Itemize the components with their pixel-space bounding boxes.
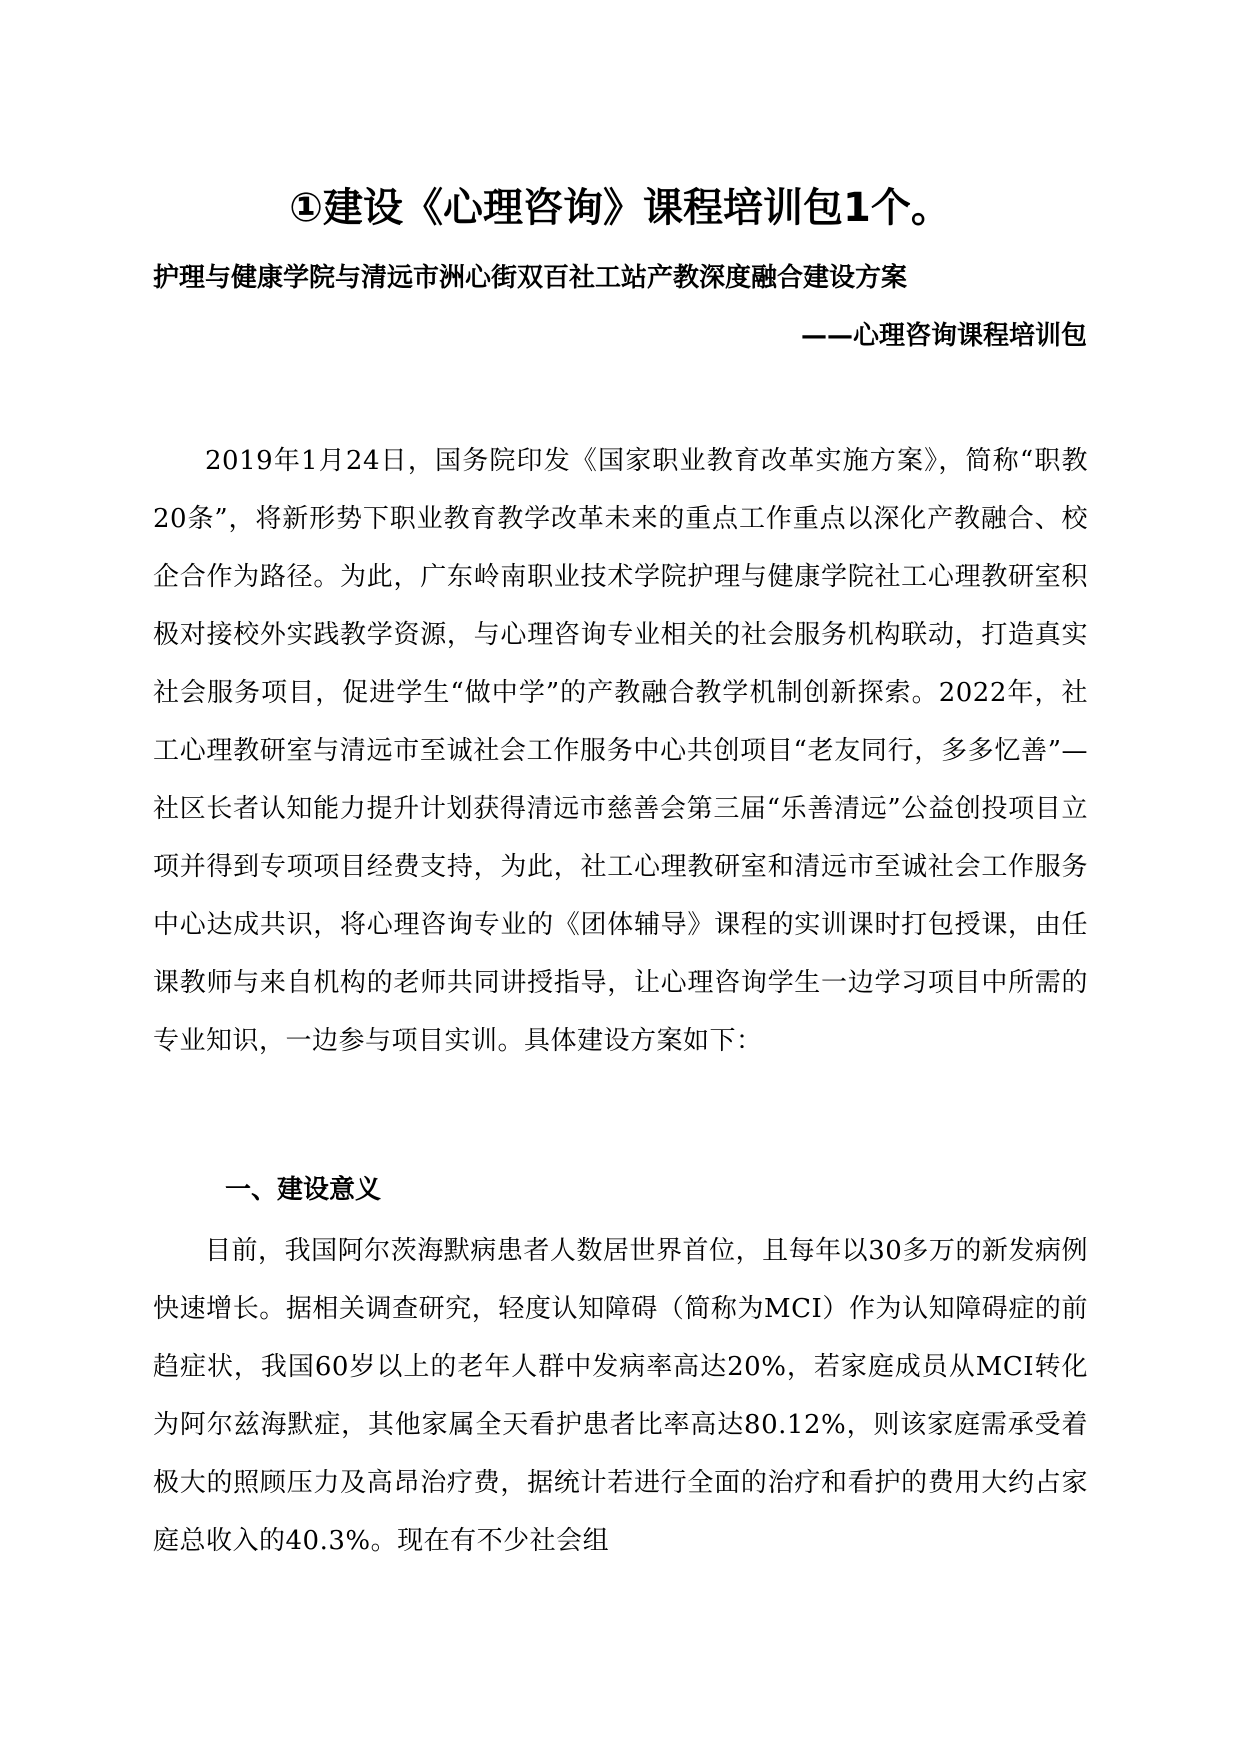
section-paragraph: 目前，我国阿尔茨海默病患者人数居世界首位，且每年以30多万的新发病例快速增长。据相关调查研究，轻度认知障碍（简称为MCI）作为认知障碍症的前趋症状，我国60岁以上的老年人群中发病率高达20%，若家庭成员从MCI转化为阿尔兹海默症，其他家属全天看护患者比率高达80.12%，则该家庭需承受着极大的照顾压力及高昂治疗费，据统计若进行全面的治疗和看护的费用大约占家庭总收入的40.3%。现在有不少社会组: [153, 1236, 1088, 1556]
document-subtitle: 护理与健康学院与清远市洲心街双百社工站产教深度融合建设方案: [153, 263, 908, 293]
section-heading: 一、建设意义: [225, 1175, 382, 1205]
document-subtitle-suffix: ——心理咨询课程培训包: [800, 321, 1087, 351]
page-title: ①建设《心理咨询》课程培训包1个。: [289, 185, 951, 231]
intro-paragraph: 2019年1月24日，国务院印发《国家职业教育改革实施方案》，简称“职教20条”，将新形势下职业教育教学改革未来的重点工作重点以深化产教融合、校企合作为路径。为此，广东岭南职业技术学院护理与健康学院社工心理教研室积极对接校外实践教学资源，与心理咨询专业相关的社会服务机构联动，打造真实社会服务项目，促进学生“做中学”的产教融合教学机制创新探索。2022年，社工心理教研室与清远市至诚社会工作服务中心共创项目“老友同行，多多忆善”—社区长者认知能力提升计划获得清远市慈善会第三届“乐善清远”公益创投项目立项并得到专项项目经费支持，为此，社工心理教研室和清远市至诚社会工作服务中心达成共识，将心理咨询专业的《团体辅导》课程的实训课时打包授课，由任课教师与来自机构的老师共同讲授指导，让心理咨询学生一边学习项目中所需的专业知识，一边参与项目实训。具体建设方案如下：: [153, 446, 1088, 1056]
